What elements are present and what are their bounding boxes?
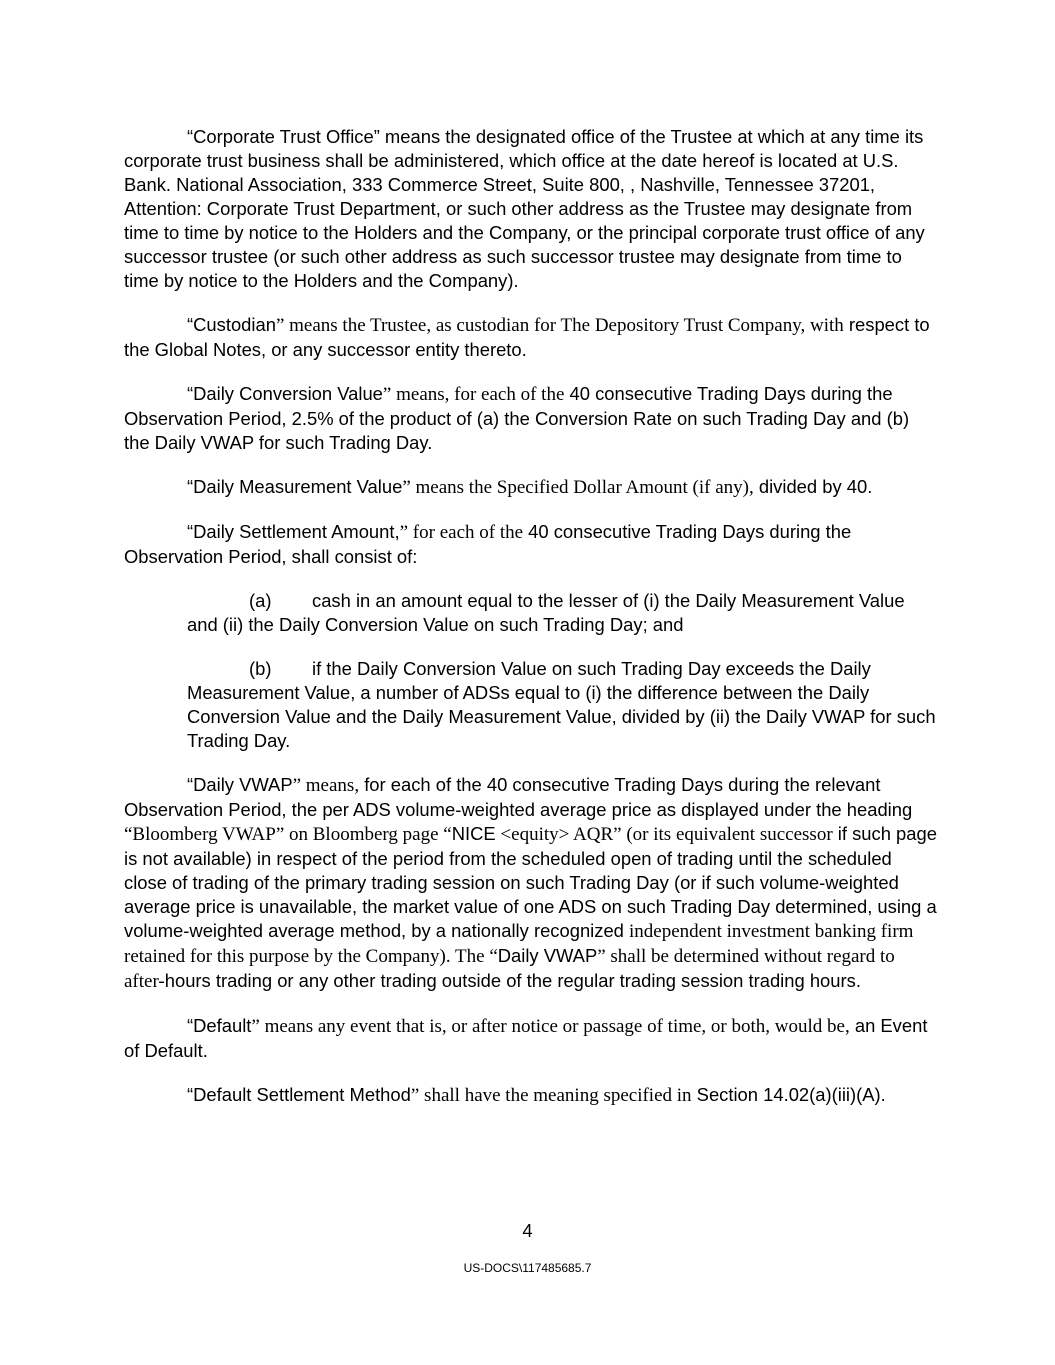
definition-text: Daily VWAP	[497, 945, 598, 966]
defined-term: “Daily Measurement Value	[187, 476, 403, 497]
definition-daily-settlement-amount	[124, 520, 939, 569]
definition-text: ” means the designated office of the Trustee at which at any time its corporate trust business shall be administered, which office at the date hereof is located at U.S. Bank. National Association, 333 Commerce Street, Suite 800, , Nashville, Tennessee 37201, Attention: Corporate Trust Department, or such other address as the Trustee may designate from time to time by notice to the Holders and the Company, or the principal corporate trust office of any successor trustee (or such other address as such successor trustee may designate from time to time by notice to the Holders and the Company).	[124, 126, 925, 291]
definition-text-serif: independent investment banking firm retained for this purpose by the Company). The “	[124, 921, 914, 967]
page-number: 4	[522, 1220, 533, 1241]
defined-term: “Corporate Trust Office	[187, 126, 374, 147]
item-label: (a)	[249, 590, 272, 611]
definition-text: respect to the Global Notes, or any successor entity thereto.	[124, 314, 930, 360]
definition-text-serif: ” for each of the	[399, 522, 524, 543]
definition-text-serif: ” means,	[292, 775, 360, 796]
definition-text: for each of the 40 consecutive Trading Days during the relevant Observation Period, the per ADS volume-weighted average price as displayed under the heading	[124, 774, 913, 820]
definition-default	[124, 1014, 939, 1063]
definition-text-serif: <equity> AQR” (or its equivalent successor	[495, 824, 833, 845]
item-label: (b)	[249, 658, 272, 679]
definition-text: if such page is not available) in respect of the period from the scheduled open of trading until the scheduled close of trading of the primary trading session on such Trading Day (or if such volume-weighted average price is unavailable, the market value of one ADS on such Trading Day determined, using a volume-weighted average method, by a nationally recognized	[124, 823, 937, 941]
defined-term: “Default Settlement Method	[187, 1084, 411, 1105]
definition-text: 40 consecutive Trading Days during the Observation Period, 2.5% of the product of (a) the Conversion Rate on such Trading Day and (b) the Daily VWAP for such Trading Day.	[124, 383, 910, 453]
defined-term: “Custodian	[187, 314, 276, 335]
definition-text: divided by 40.	[753, 476, 873, 497]
definition-text-serif: ” shall be determined without regard to after-	[124, 946, 895, 992]
definition-text-serif: ” means, for each of the	[382, 384, 565, 405]
definition-text: Section 14.02(a)(iii)(A).	[691, 1084, 886, 1105]
definition-text-serif: ” means the Specified Dollar Amount (if any),	[402, 477, 754, 498]
document-id: US-DOCS\117485685.7	[463, 1261, 592, 1275]
defined-term: “Daily VWAP	[187, 774, 293, 795]
item-text: if the Daily Conversion Value on such Trading Day exceeds the Daily Measurement Value, a number of ADSs equal to (i) the difference between the Daily Conversion Value and the Daily Measurement Value, divided by (ii) the Daily VWAP for such Trading Day.	[187, 658, 936, 751]
settlement-item-b	[187, 657, 939, 753]
definition-text: NICE	[451, 823, 496, 844]
definition-text-serif: ” means the Trustee, as custodian for The Depository Trust Company, with	[275, 315, 844, 336]
defined-term: “Daily Settlement Amount,	[187, 521, 400, 542]
document-body	[124, 125, 939, 1108]
definition-daily-vwap	[124, 773, 939, 994]
definition-text-serif: ” shall have the meaning specified in	[410, 1085, 692, 1106]
settlement-item-a	[187, 589, 939, 637]
definition-daily-conversion-value	[124, 382, 939, 455]
defined-term: “Daily Conversion Value	[187, 383, 383, 404]
definition-text: 40 consecutive Trading Days during the Observation Period, shall consist of:	[124, 521, 852, 567]
definition-custodian	[124, 313, 939, 362]
definition-corporate-trust-office	[124, 125, 939, 293]
definition-text-serif: “Bloomberg VWAP” on Bloomberg page “	[124, 824, 452, 845]
definition-daily-measurement-value	[124, 475, 939, 500]
definition-text: an Event of Default.	[124, 1015, 928, 1061]
defined-term: “Default	[187, 1015, 252, 1036]
definition-text: hours trading or any other trading outside of the regular trading session trading hours.	[164, 970, 861, 991]
item-text: cash in an amount equal to the lesser of (i) the Daily Measurement Value and (ii) the Daily Conversion Value on such Trading Day; and	[187, 590, 905, 635]
definition-text-serif: ” means any event that is, or after notice or passage of time, or both, would be,	[251, 1016, 850, 1037]
definition-default-settlement-method	[124, 1083, 939, 1108]
